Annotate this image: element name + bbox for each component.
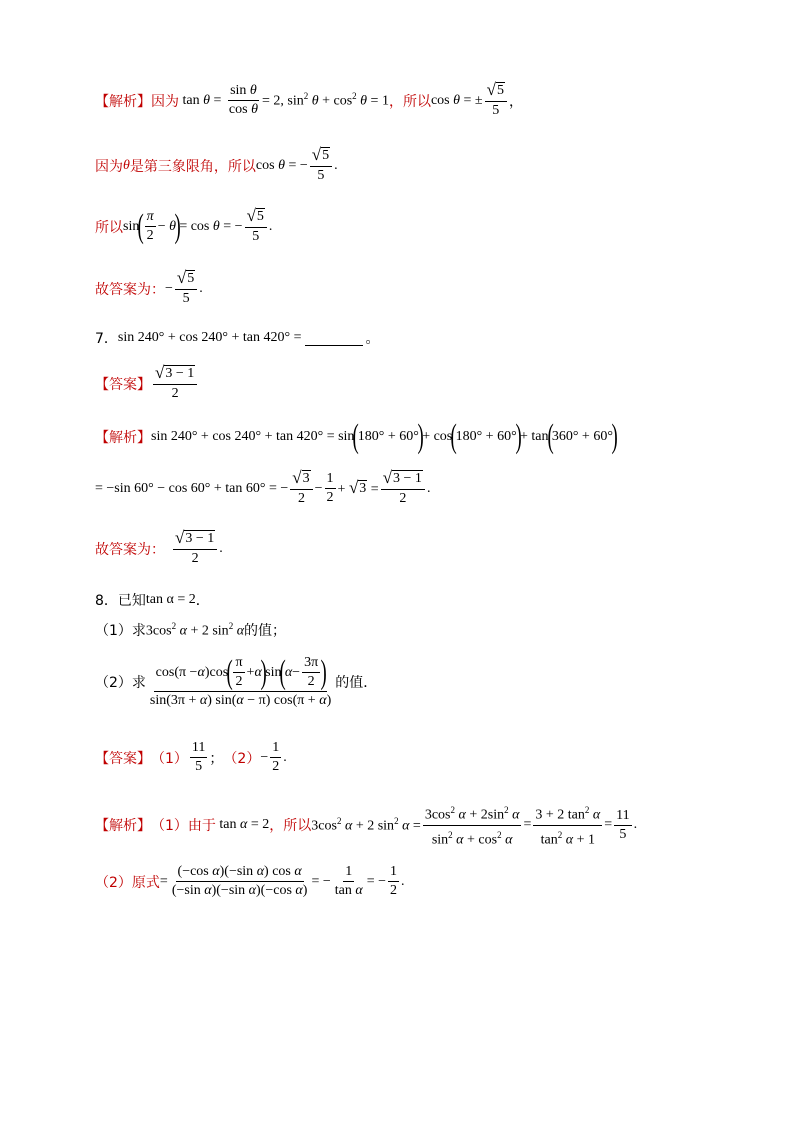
math-a3: 360° + 60° bbox=[551, 429, 613, 444]
paren-r2: ) bbox=[515, 418, 522, 455]
period-5: . bbox=[219, 540, 223, 556]
analysis-7-line-2 bbox=[95, 470, 430, 507]
fraction-1-over-2-b: $\frac{1}{2}$ bbox=[272, 740, 280, 774]
math-sin: sin bbox=[123, 218, 140, 234]
analysis-7-line-1 bbox=[95, 418, 618, 455]
analysis-tag-2: 【解析】 bbox=[95, 430, 151, 446]
math-part1: $3\cos^2$ α + 2 $\sin^2 \alpha$ bbox=[145, 620, 245, 639]
text-qiu: 求 bbox=[131, 623, 146, 639]
fraction-1-over-2: $\frac{1}{2}$ bbox=[326, 471, 334, 505]
ans8-part1-label: （1） bbox=[151, 750, 188, 767]
paren-l2: ( bbox=[450, 418, 458, 455]
ans8-part2-label: （2） bbox=[223, 750, 261, 767]
period-8: . bbox=[633, 817, 638, 833]
solution-line-1 bbox=[95, 82, 523, 119]
fraction-1-over-2-c: $\frac{1}{2}$ bbox=[390, 864, 397, 898]
fraction-11-over-5-b: $\frac{11}{5}$ bbox=[616, 807, 630, 842]
paren-l1: ( bbox=[352, 418, 360, 455]
answer-blank bbox=[305, 331, 363, 346]
answer-tag: 【答案】 bbox=[95, 376, 151, 393]
period-3: . bbox=[199, 280, 203, 296]
text-because-2: 因为 bbox=[95, 158, 123, 175]
paren-r1: ) bbox=[417, 418, 424, 455]
text-so-2: 所以 bbox=[95, 219, 123, 236]
problem-7-stem: sin 240° + cos 240° + tan 420° = bbox=[117, 330, 302, 345]
text-so: ，所以 bbox=[388, 93, 431, 110]
period-7: . bbox=[283, 749, 287, 765]
math-plus-cos: + cos bbox=[422, 429, 453, 444]
analysis-8-line-2 bbox=[95, 864, 405, 899]
fraction-8-a: $\frac{3\cos^2 \alpha + 2\sin^2 \alpha}{\sin^2 \alpha + \cos^2 \alpha}$ bbox=[423, 802, 522, 848]
answer-7 bbox=[95, 365, 199, 402]
part1-label: （1） bbox=[95, 623, 132, 639]
problem-8-number: 8．已知 bbox=[95, 593, 146, 609]
math-neg: − bbox=[165, 280, 173, 296]
problem-7-number: 7． bbox=[95, 331, 118, 347]
math-plus-sqrt3: + √ 3 = bbox=[337, 477, 379, 497]
problem-7 bbox=[95, 328, 380, 348]
comma: ， bbox=[508, 93, 523, 110]
text-qiu-2: 求 bbox=[131, 675, 146, 691]
eq-neg-2: = − bbox=[366, 873, 386, 889]
math-cos-neg: cos θ = − bbox=[255, 157, 308, 173]
semicolon: ； bbox=[209, 750, 224, 767]
fraction-sqrt3-over-2: √ 3 2 bbox=[290, 470, 312, 507]
text-because: 因为 bbox=[151, 93, 179, 110]
ana8-part1-label: （1） bbox=[151, 818, 188, 835]
eq-2: = bbox=[604, 817, 613, 833]
math-eval: = −sin 60° − cos 60° + tan 60° = − bbox=[95, 480, 289, 496]
analysis-tag: 【解析】 bbox=[95, 93, 151, 110]
period-2: . bbox=[268, 218, 273, 234]
answer-line-7 bbox=[95, 530, 223, 567]
text-answer-is: 故答案为： bbox=[95, 281, 165, 298]
problem-8-part-1 bbox=[95, 620, 286, 640]
math-tan-alpha: tan α = 2 bbox=[215, 817, 270, 833]
problem-8-given: tan α = 2 bbox=[145, 592, 196, 607]
period-9: . bbox=[401, 873, 405, 889]
math-plus-tan: + tan bbox=[520, 429, 549, 444]
math-identity: = 2, $\sin^2 \theta + \cos^2 \theta = 1$ bbox=[261, 91, 389, 109]
math-minus: − bbox=[314, 480, 323, 496]
math-theta: θ bbox=[123, 157, 130, 173]
paren-left: ( bbox=[137, 207, 145, 245]
fraction-8-c: $\frac{\text{(−cos α)(−sin α) cos α}}{\text{(−sin α)(−sin α)(−cos α)}}$ bbox=[171, 864, 308, 898]
period-4: . bbox=[426, 480, 431, 496]
fraction-sqrt3-minus-1-b: √ 3 − 1 2 bbox=[381, 470, 425, 507]
fraction-11-over-5: $\frac{11}{5}$ bbox=[191, 740, 206, 774]
ana8-part2-label: （2） bbox=[95, 874, 132, 891]
fraction-sqrt3-minus-1-c: √ 3 − 1 2 bbox=[173, 530, 217, 567]
fraction-sqrt3-minus-1: √ 3 − 1 2 bbox=[153, 365, 197, 402]
paren-right: ) bbox=[174, 207, 181, 245]
math-a2: 180° + 60° bbox=[455, 429, 517, 444]
math-expr1: $3\cos^2$ α + 2 $\sin^2 \alpha$ = bbox=[311, 815, 421, 834]
fraction-sqrt5-over-5-c: √ 5 5 bbox=[245, 208, 267, 245]
analysis-tag-3: 【解析】 bbox=[95, 818, 151, 835]
eq-neg: = − bbox=[311, 873, 331, 889]
fraction-1-over-tan: $\frac{1}{\text{tan α}}$ bbox=[334, 864, 363, 898]
math-neg-2: − bbox=[260, 749, 269, 765]
paren-r3: ) bbox=[611, 418, 618, 455]
eq-1: = bbox=[523, 817, 532, 833]
fraction-8-b: $\frac{3 + 2 \tan^2 \alpha}{\tan^2 \alpha + 1}$ bbox=[533, 802, 602, 848]
text-third-quadrant: 是第三象限角，所以 bbox=[129, 158, 256, 175]
solution-line-3 bbox=[95, 208, 272, 245]
text-so-3: ，所以 bbox=[269, 818, 312, 835]
solution-line-2 bbox=[95, 147, 338, 184]
math-a1: 180° + 60° bbox=[357, 429, 419, 444]
fraction-part2: cos(π − α )cos ( $\frac{\pi}{2}$ + α ) sin ( α − $\frac{3\pi}{2}$ ) sin(3π + α) sin(α − π) cos(π + α) bbox=[149, 653, 332, 708]
answer-line-6 bbox=[95, 270, 203, 307]
answer-8 bbox=[95, 740, 287, 775]
fraction-sqrt5-over-5: √ 5 5 bbox=[485, 82, 507, 119]
text-value: 的值； bbox=[244, 623, 287, 639]
math-eq-cos: = cos θ = − bbox=[179, 218, 243, 234]
part2-label: （2） bbox=[95, 675, 132, 691]
text-value-2: 的值． bbox=[335, 675, 378, 691]
problem-8 bbox=[95, 590, 210, 610]
eq-3: = bbox=[159, 873, 168, 889]
fraction-sqrt5-over-5-d: √ 5 5 bbox=[175, 270, 197, 307]
fraction-pi-over-2: $\frac{\pi}{2}$ bbox=[146, 209, 154, 243]
period-6: ． bbox=[195, 594, 210, 609]
text-answer-is-2: 故答案为： bbox=[95, 541, 165, 558]
math-minus-theta: − θ bbox=[157, 218, 176, 234]
math-cos-pm: cos θ = ± bbox=[430, 92, 483, 108]
problem-7-end: 。 bbox=[365, 331, 380, 347]
analysis-8-line-1 bbox=[95, 802, 637, 848]
fraction-sin-cos: $\frac{\text{sin θ}}{\text{cos θ}}$ bbox=[228, 83, 258, 117]
answer-tag-2: 【答案】 bbox=[95, 750, 151, 767]
problem-8-part-2 bbox=[95, 655, 377, 709]
period: . bbox=[334, 157, 338, 173]
math-expansion: sin 240° + cos 240° + tan 420° = sin bbox=[151, 429, 355, 444]
paren-l3: ( bbox=[547, 418, 554, 455]
text-since: 由于 bbox=[187, 818, 216, 835]
fraction-sqrt5-over-5-b: √ 5 5 bbox=[310, 147, 332, 184]
math-tan-theta: tan θ = bbox=[179, 92, 225, 108]
text-original: 原式 bbox=[131, 874, 160, 891]
